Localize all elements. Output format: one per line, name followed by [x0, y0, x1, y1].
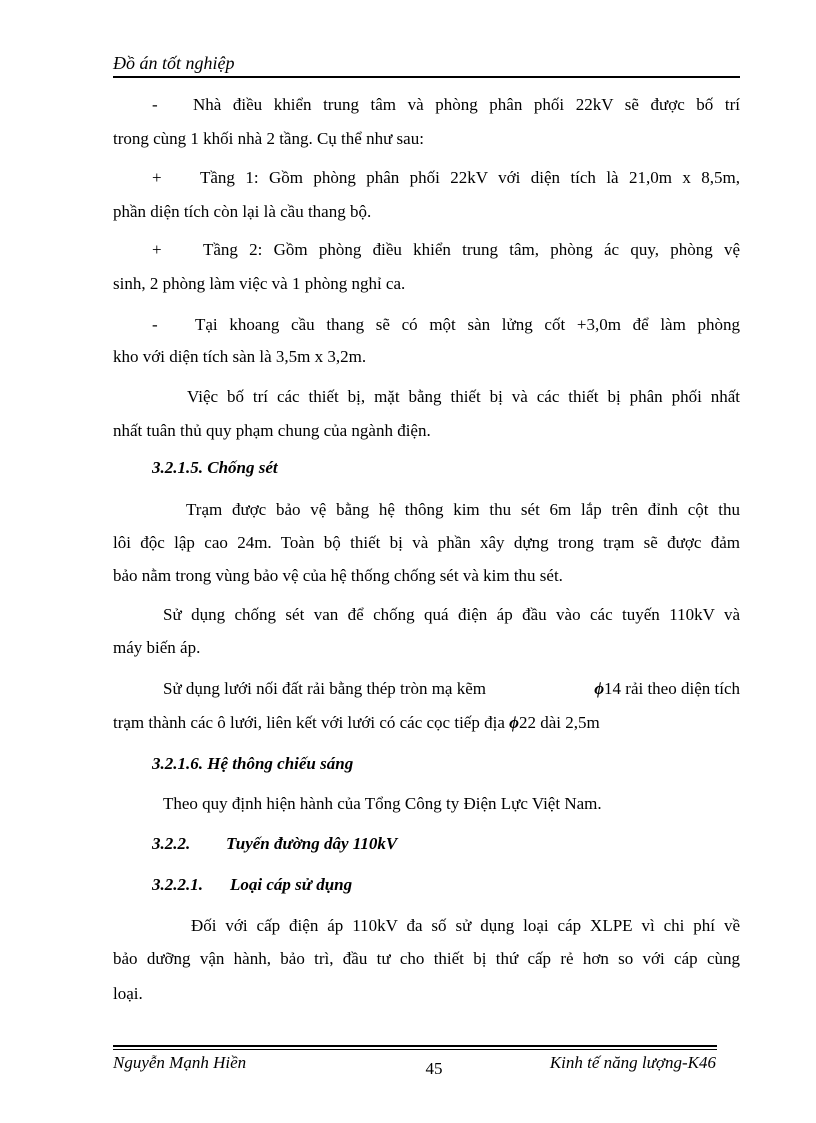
paragraph-line: Nhà điều khiển trung tâm và phòng phân phối 22kV sẽ được bố trí — [193, 95, 740, 114]
bullet-dash: - — [152, 315, 158, 334]
text-run: trạm thành các ô lưới, liên kết với lưới có các cọc tiếp địa — [113, 713, 505, 732]
paragraph-line: máy biến áp. — [113, 638, 201, 657]
section-heading-title: Tuyến đường dây 110kV — [226, 834, 398, 853]
paragraph-line: Tầng 2: Gồm phòng điều khiển trung tâm, phòng ác quy, phòng vệ — [203, 240, 740, 259]
paragraph-line: sinh, 2 phòng làm việc và 1 phòng nghỉ ca. — [113, 274, 406, 293]
page-header-title: Đồ án tốt nghiệp — [113, 53, 235, 73]
paragraph-line: trong cùng 1 khối nhà 2 tầng. Cụ thể như sau: — [113, 129, 424, 148]
header-divider — [113, 76, 740, 78]
paragraph-line — [113, 710, 600, 736]
phi-symbol: ϕ — [509, 713, 519, 732]
footer-divider-thin — [113, 1049, 717, 1050]
text-run: 14 rải theo diện tích — [604, 679, 740, 698]
section-heading-number: 3.2.2. — [152, 834, 191, 853]
section-heading: 3.2.1.6. Hệ thông chiếu sáng — [152, 754, 354, 773]
section-heading-title: Loại cáp sử dụng — [230, 875, 353, 894]
bullet-plus: + — [152, 168, 162, 187]
footer-divider-thick — [113, 1045, 717, 1047]
page-number: 45 — [425, 1059, 443, 1078]
text-run: Sử dụng lưới nối đất rải bằng thép tròn mạ kẽm — [163, 679, 486, 698]
paragraph-line: phần diện tích còn lại là cầu thang bộ. — [113, 202, 372, 221]
footer-author: Nguyễn Mạnh Hiền — [113, 1053, 247, 1072]
paragraph-line: Tại khoang cầu thang sẽ có một sàn lửng cốt +3,0m để làm phòng — [195, 315, 740, 334]
footer-class-name: Kinh tế năng lượng-K46 — [549, 1053, 716, 1072]
phi-symbol: ϕ — [594, 679, 605, 698]
section-heading-number: 3.2.2.1. — [152, 875, 203, 894]
paragraph-line — [163, 676, 740, 702]
paragraph-line: kho với diện tích sàn là 3,5m x 3,2m. — [113, 347, 367, 366]
paragraph-line: Trạm được bảo vệ bằng hệ thông kim thu sét 6m lắp trên đỉnh cột thu — [186, 500, 740, 519]
paragraph-line: bảo dưỡng vận hành, bảo trì, đầu tư cho thiết bị thứ cấp rẻ hơn so với cáp cùng — [113, 949, 740, 968]
bullet-plus: + — [152, 240, 162, 259]
text-run — [586, 676, 740, 702]
paragraph-line: Việc bố trí các thiết bị, mặt bằng thiết bị và các thiết bị phân phối nhất — [187, 387, 740, 406]
section-heading: 3.2.1.5. Chống sét — [152, 458, 278, 477]
paragraph-line: loại. — [113, 984, 143, 1003]
paragraph-line: nhất tuân thủ quy phạm chung của ngành điện. — [113, 421, 431, 440]
text-run: 22 dài 2,5m — [518, 713, 600, 732]
paragraph-line: Sử dụng chống sét van để chống quá điện áp đầu vào các tuyến 110kV và — [163, 605, 740, 624]
paragraph-line: Đối với cấp điện áp 110kV đa số sử dụng loại cáp XLPE vì chi phí về — [191, 916, 740, 935]
paragraph-line: Tầng 1: Gồm phòng phân phối 22kV với diện tích là 21,0m x 8,5m, — [200, 168, 740, 187]
paragraph-line: lôi độc lập cao 24m. Toàn bộ thiết bị và phần xây dựng trong trạm sẽ được đảm — [113, 533, 740, 552]
bullet-dash: - — [152, 95, 158, 114]
paragraph-line: bảo nằm trong vùng bảo vệ của hệ thống chống sét và kim thu sét. — [113, 566, 563, 585]
paragraph-9: Theo quy định hiện hành của Tổng Công ty Điện Lực Việt Nam. — [163, 794, 602, 813]
